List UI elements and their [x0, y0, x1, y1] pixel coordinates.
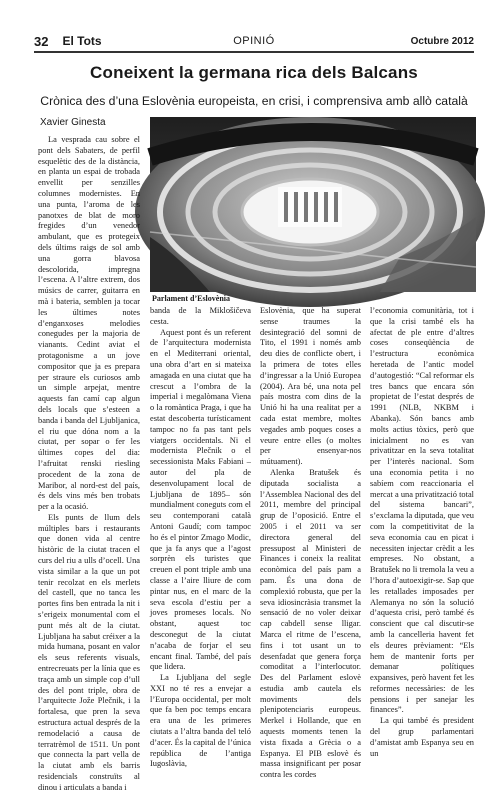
- header-rule: [34, 51, 474, 53]
- section-name: OPINIÓ: [233, 35, 275, 47]
- paragraph: La qui també és president del grup parlamentari d’amistat amb Espanya seu en un: [370, 716, 474, 758]
- paragraph: Alenka Bratušek és diputada socialista a l’Assemblea Nacional des del 2011, membre del principal grup de l’oposició. Entre el 2005 i el 2011 va ser directora general del pressupost al Ministeri de Finances i coneix la realitat econòmica del país pam a pam. És una dona de complexió robusta, que per la seva idiosincràsia transmet la sensació de no voler deixar cap cabdell sense lligar. Marca el ritme de l’escena, fins i tot usant un to desenfadat que genera força comoditat a l’interlocutor. Des del Parlament eslovè estudia amb cautela els moviments dels plenipotenciaris europeus. Merkel i Hollande, que en aquests moments tenen la vista fixada a Grècia o a Espanya. El PIB eslovè és massa insignificant per posar contra les cordes: [260, 467, 361, 780]
- paragraph: La Ljubljana del segle XXI no té res a envejar a l’Europa occidental, per molt que fa ben poc temps encara era una de les primeres ciutats a l’altra banda del teló d’acer. És la capital de l’única república de l’antiga Iugoslàvia,: [150, 673, 251, 769]
- photo-caption: Parlament d’Eslovènia: [152, 294, 230, 303]
- paragraph: banda de la Miklošičeva cesta.: [150, 306, 251, 326]
- paragraph: Aquest pont és un referent de l’arquitectura modernista en el Mediterrani oriental, una obra d’art en si mateixa amagada en una ciutat que ha crescut a l’ombra de la imperial i megalòmana Viena o la romàntica Praga, i que ha estat descoberta turísticament tampoc no fa pas tant pels viatgers occidentals. Ni el modernista Plečnik o el secessionista Maks Fabiani –autor del pla de desenvolupament local de Ljubljana de 1895– són mundialment coneguts com el seu contemporani català Antoni Gaudí; com tampoc ho és el pintor Zmago Modic, que ja fa anys que a l’agost sorprèn els turistes que creuen el pont triple amb una classe a l’aire lliure de com pintar nus, en el marc de la seva escola d’estiu per a joves promeses locals. No obstant, aquest toc desconegut de la ciutat n’acaba de forjar el seu encant final. També, del país que lidera.: [150, 327, 251, 672]
- headline: Coneixent la germana rica dels Balcans: [90, 63, 418, 82]
- paragraph: l’economia comunitària, tot i que la crisi també els ha afectat de ple entre d’altres coses conseqüència de l’estructura econòmica heretada de l’antic model d’autogestió: “Cal reformar els tres bancs que encara són propietat de l’estat després de 1991 (NLB, NKBM i Abanka). Són bancs amb molts actius tòxics, però que inicialment no es van privatitzar en la seva totalitat per l’interès nacional. Som una economia petita i no sabíem com reaccionaria el mercat a una privatització total del sistema bancari”, s’exclama la diputada, que veu com la competitivitat de la seva economia cau en picat i necessiten injectar crèdit a les empreses. No obstant, a Bratušek no li tremola la veu a l’hora d’autoexigir-se. Sap que les retallades imposades per Alemanya no són la solució d’aquesta crisi, però també és conscient que cal discutir-se amb la cancelleria havent fet els deures prèviament: “Els hem de mantenir forts per demanar polítiques expansives, però havent fet les reformes necessàries: de les pensions i per sanejar les finances”.: [370, 306, 474, 715]
- paragraph: La vesprada cau sobre el pont dels Sabaters, de perfil esquelètic des de la distància, en planta un espai de trobada envellit per senzilles columnes modernistes. En una punta, l’aroma de les panotxes de blat de moro fregides d’un venedor ambulant, que es protegeix dels últims raigs de sol amb una gorra blavosa descolorida, impregna l’escena. A l’altre extrem, dos músics de carrer, guitarra en mà i bateria, semblen ja tocar les últimes notes d’enganxoses melodies conegudes per la majoria de vianants. Cedint aviat el protagonisme a un jove compositor que ja es prepara per straure els curiosos amb un simple arpejat, mentre aquests fan camí cap algun dels locals que s’esteen a banda i banda del Ljubljanica, el riu que dóna nom a la ciutat, per sopar o fer les últimes copes del dia: l’afruitat renski riesling procedent de la zona de Maribor, al nord-est del país, és dels vins més ben trobats per a la ocasió.: [38, 135, 140, 512]
- text-column-3: [260, 306, 361, 780]
- text-column-2: [150, 306, 251, 769]
- text-column-1: [38, 135, 140, 792]
- subheadline: Crònica des d’una Eslovènia europeista, en crisi, i comprensiva amb allò català: [40, 94, 468, 108]
- paragraph: Eslovènia, que ha superat sense traumes la desintegració del somni de Tito, el 1991 i només amb deu dies de conflicte obert, i la primera de totes elles d’ingressar a la Unió Europea (2004). Ara bé, una nota pel país mostra com dins de la Unió hi ha una realitat per a cada estat membre, moltes vegades amb poques coses a veure entre elles (o moltes per ensenyar-nos mútuament).: [260, 306, 361, 467]
- page-number: 32: [34, 33, 49, 49]
- author-byline: Xavier Ginesta: [40, 117, 106, 128]
- paragraph: Els punts de llum dels múltiples bars i restaurants que donen vida al centre històric de la ciutat tracen el curs del riu a ulls d’ocell. Una vista similar a la que un pot tenir recolzat en els merlets del castell, que no tanca les portes fins ben entrada la nit i s’erigeix monumental com el punt més alt de la ciutat. Ljubljana ha sabut créixer a la mida humana, posant en valor els seus referents visuals, entrecreuats per la línia que es traça amb un simple cop d’ull des del pont triple, obra de l’arquitecte Jože Plečnik, i la fortalesa, que pren la seva estructura actual després de la remodelació a causa de terratrèmol de 1511. Un pont que connecta la part vella de la ciutat amb els barris residencials construïts al dinou i articulats a banda i: [38, 512, 140, 792]
- publication-name: El Tots: [62, 34, 102, 48]
- text-column-4: [370, 306, 474, 758]
- issue-date: Octubre 2012: [410, 35, 474, 47]
- page-header: [34, 30, 474, 52]
- parliament-photo-illustration: [150, 117, 476, 292]
- parliament-photo: [150, 117, 476, 292]
